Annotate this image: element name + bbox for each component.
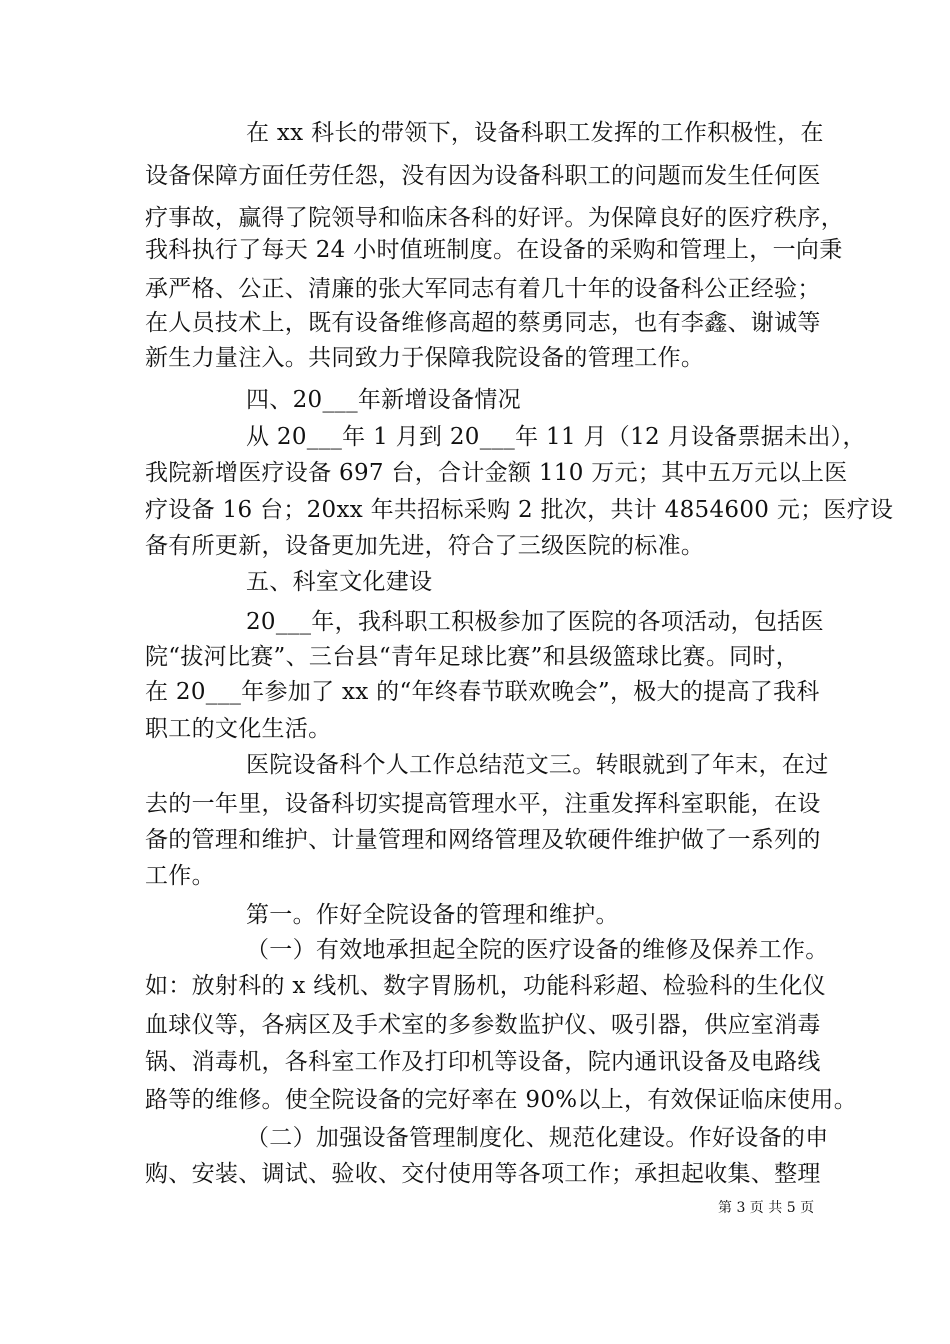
section-heading: 五、科室文化建设 <box>246 569 433 595</box>
text-line: 在人员技术上，既有设备维修高超的蔡勇同志，也有李鑫、谢诚等 <box>145 310 821 336</box>
text-line: 设备保障方面任劳任怨，没有因为设备科职工的问题而发生任何医 <box>145 163 821 189</box>
text-line: 承严格、公正、清廉的张大军同志有着几十年的设备科公正经验； <box>145 276 821 302</box>
text-line: 疗设备 16 台；20xx 年共招标采购 2 批次，共计 4854600 元；医疗设 <box>145 497 894 523</box>
text-line: 备有所更新，设备更加先进，符合了三级医院的标准。 <box>145 533 705 559</box>
section-heading: 四、20___年新增设备情况 <box>246 387 521 413</box>
text-line: 路等的维修。使全院设备的完好率在 90%以上，有效保证临床使用。 <box>145 1087 858 1113</box>
text-line: 在 xx 科长的带领下，设备科职工发挥的工作积极性，在 <box>246 120 824 146</box>
text-line: 新生力量注入。共同致力于保障我院设备的管理工作。 <box>145 345 705 371</box>
text-line: 工作。 <box>145 863 215 889</box>
section-heading: 第一。作好全院设备的管理和维护。 <box>246 902 619 928</box>
text-line: 如：放射科的 x 线机、数字胃肠机，功能科彩超、检验科的生化仪 <box>145 973 826 999</box>
text-line: 20___年，我科职工积极参加了医院的各项活动，包括医 <box>246 609 824 635</box>
text-line: （一）有效地承担起全院的医疗设备的维修及保养工作。 <box>246 937 829 963</box>
text-line: 购、安装、调试、验收、交付使用等各项工作；承担起收集、整理 <box>145 1161 821 1187</box>
text-line: 医院设备科个人工作总结范文三。转眼就到了年末，在过 <box>246 752 829 778</box>
text-line: 在 20___年参加了 xx 的“年终春节联欢晚会”，极大的提高了我科 <box>145 679 820 705</box>
text-line: 锅、消毒机，各科室工作及打印机等设备，院内通讯设备及电路线 <box>145 1049 821 1075</box>
page-number-footer: 第 3 页 共 5 页 <box>718 1200 815 1216</box>
text-line: 从 20___年 1 月到 20___年 11 月（12 月设备票据未出）， <box>246 424 866 450</box>
text-line: 职工的文化生活。 <box>145 716 332 742</box>
text-line: 去的一年里，设备科切实提高管理水平，注重发挥科室职能，在设 <box>145 791 821 817</box>
text-line: 血球仪等，各病区及手术室的多参数监护仪、吸引器，供应室消毒 <box>145 1012 821 1038</box>
text-line: 疗事故，赢得了院领导和临床各科的好评。为保障良好的医疗秩序， <box>145 205 844 231</box>
text-line: 院“拔河比赛”、三台县“青年足球比赛”和县级篮球比赛。同时， <box>145 644 800 670</box>
text-line: （二）加强设备管理制度化、规范化建设。作好设备的申 <box>246 1125 829 1151</box>
text-line: 我院新增医疗设备 697 台，合计金额 110 万元；其中五万元以上医 <box>145 460 848 486</box>
text-line: 备的管理和维护、计量管理和网络管理及软硬件维护做了一系列的 <box>145 827 821 853</box>
text-line: 我科执行了每天 24 小时值班制度。在设备的采购和管理上，一向秉 <box>145 237 843 263</box>
